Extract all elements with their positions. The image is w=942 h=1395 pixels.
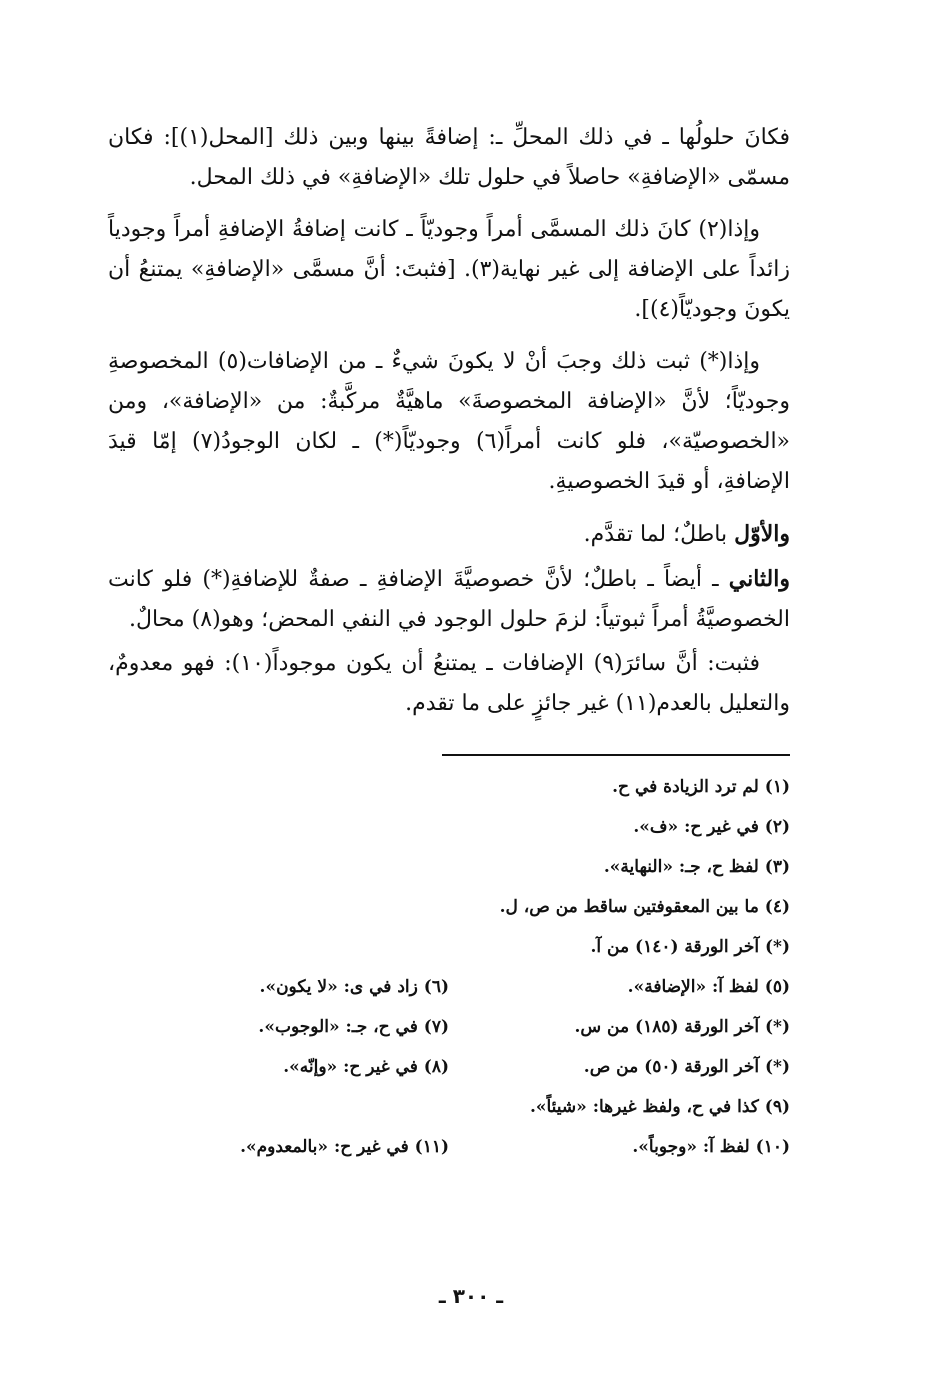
footnote bbox=[108, 894, 449, 920]
footnote-row bbox=[108, 1094, 790, 1120]
first-case-paragraph bbox=[108, 514, 790, 555]
footnote bbox=[108, 774, 449, 800]
page bbox=[108, 118, 790, 1174]
footnote: (٣) لفظ ح، جـ: «النهاية». bbox=[603, 857, 790, 877]
footnote: (٢) في غير ح: «ف». bbox=[633, 817, 790, 837]
footnote: (*) آخر الورقة (١٨٥) من س. bbox=[574, 1017, 790, 1037]
conclusion-paragraph: فثبت: أنَّ سائرَ(٩) الإضافات ـ يمتنعُ أن يكون موجوداً(١٠): فهو معدومٌ، والتعليل بالعدم(١١) غير جائزٍ على ما تقدم. bbox=[108, 651, 790, 716]
second-case-paragraph bbox=[108, 559, 790, 640]
footnote-row bbox=[108, 934, 790, 960]
footnote: (٤) ما بين المعقوفتين ساقط من ص، ل. bbox=[499, 897, 790, 917]
footnote bbox=[108, 814, 449, 840]
footnote: (٦) زاد في ى: «لا يكون». bbox=[259, 977, 449, 997]
second-case-lead: والثاني bbox=[728, 566, 790, 592]
footnote-row bbox=[108, 1134, 790, 1160]
footnotes bbox=[108, 774, 790, 1160]
footnote-row bbox=[108, 1014, 790, 1040]
footnote-row bbox=[108, 774, 790, 800]
footnote: (١١) في غير ح: «بالمعدوم». bbox=[240, 1137, 449, 1157]
footnote-row bbox=[108, 814, 790, 840]
footnote: (٨) في غير ح: «وإنّه». bbox=[283, 1057, 449, 1077]
footnote bbox=[108, 854, 449, 880]
footnote: (٩) كذا في ح، ولفظ غيرها: «شيئاً». bbox=[529, 1097, 790, 1117]
page-number: ـ ٣٠٠ ـ bbox=[438, 1284, 504, 1308]
main-text bbox=[108, 118, 790, 724]
footnote: (٥) لفظ آ: «الإضافة». bbox=[627, 977, 790, 997]
footnote bbox=[108, 934, 449, 960]
paragraph-3: وإذا(*) ثبت ذلك وجبَ أنْ لا يكونَ شيءٌ ـ من الإضافات(٥) المخصوصةِ وجوديّاً؛ لأنَّ «الإضافة المخصوصةَ» ماهيَّةٌ مركَّبةٌ: من «الإضافة»، ومن «الخصوصيّة»، فلو كانت أمراً(٦) وجوديّاً(*) ـ لكان الوجودُ(٧) إمّا قيدَ الإضافةِ، أو قيدَ الخصوصيةِ. bbox=[108, 349, 791, 494]
footnote-row bbox=[108, 1054, 790, 1080]
paragraph-2: وإذا(٢) كانَ ذلك المسمَّى أمراً وجوديّاً ـ كانت إضافةُ الإضافةِ أمراً وجودياً زائداً على الإضافة إلى غير نهاية(٣). [فثبتَ: أنَّ مسمَّى «الإضافةِ» يمتنعُ أن يكونَ وجوديّاً(٤)]. bbox=[108, 217, 790, 322]
second-case-text: ـ أيضاً ـ باطلٌ؛ لأنَّ خصوصيَّةَ الإضافةِ ـ صفةٌ للإضافةِ(*) فلو كانت الخصوصيَّةُ أمراً ثبوتياً: لزمَ حلول الوجود في النفي المحض؛ وهو(٨) محالٌ. bbox=[108, 567, 790, 632]
footnote-row bbox=[108, 974, 790, 1000]
footnote bbox=[108, 1094, 449, 1120]
footnote-row bbox=[108, 894, 790, 920]
first-case-lead: والأوّل bbox=[734, 521, 790, 547]
paragraph-1: فكانَ حلولُها ـ في ذلك المحلِّ ـ: إضافةً بينها وبين ذلك [المحل(١)]: فكان مسمّى «الإضافةِ» حاصلاً في حلول تلك «الإضافةِ» في ذلك المحل. bbox=[108, 125, 790, 190]
footnote-divider bbox=[442, 754, 790, 756]
footnote: (*) آخر الورقة (٥٠) من ص. bbox=[583, 1057, 790, 1077]
footnote: (*) آخر الورقة (١٤٠) من آ. bbox=[590, 937, 790, 957]
footnote: (٧) في ح، جـ: «الوجوب». bbox=[258, 1017, 449, 1037]
footnote: (١٠) لفظ آ: «وجوباً». bbox=[632, 1137, 790, 1157]
footnote-row bbox=[108, 854, 790, 880]
first-case-text: باطلٌ؛ لما تقدَّم. bbox=[583, 522, 735, 547]
footnote: (١) لم ترد الزيادة في ح. bbox=[612, 777, 790, 797]
